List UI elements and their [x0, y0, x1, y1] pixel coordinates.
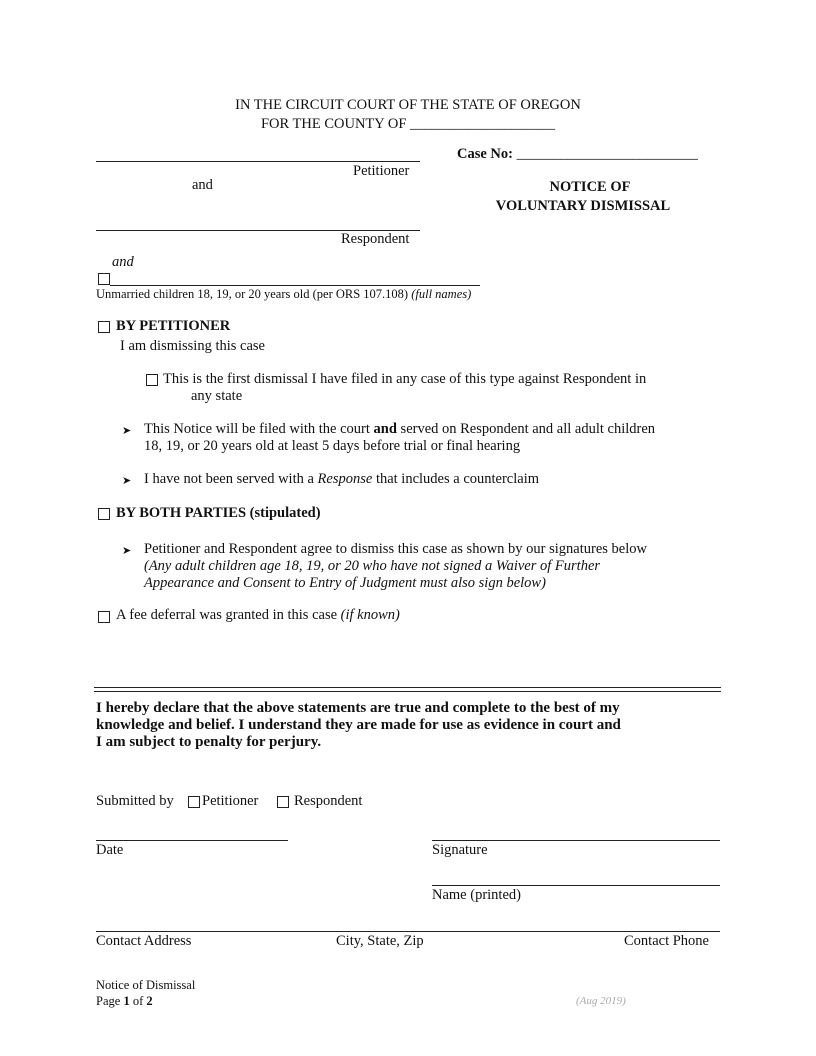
- name-printed-line[interactable]: [432, 885, 720, 886]
- submitted-by-label: Submitted by: [96, 793, 174, 809]
- signature-label: Signature: [432, 842, 488, 858]
- page-prefix: Page: [96, 994, 124, 1008]
- agree-line3: Appearance and Consent to Entry of Judgment must also sign below): [144, 575, 546, 591]
- case-number-field[interactable]: [457, 146, 698, 163]
- notice-line2: 18, 19, or 20 years old at least 5 days before trial or final hearing: [144, 438, 521, 454]
- contact-line[interactable]: [96, 931, 720, 932]
- declaration-line1: I hereby declare that the above statements are true and complete to the best of my: [96, 700, 620, 716]
- court-name: IN THE CIRCUIT COURT OF THE STATE OF OREGON: [235, 97, 581, 113]
- footer-revision: (Aug 2019): [576, 995, 626, 1007]
- response-text-italic: Response: [317, 471, 373, 487]
- petitioner-intro: I am dismissing this case: [120, 338, 265, 354]
- and-italic-label: and: [112, 254, 134, 270]
- first-dismissal-checkbox[interactable]: [146, 374, 158, 386]
- and-label: and: [192, 177, 213, 193]
- submitted-respondent-checkbox[interactable]: [277, 796, 289, 808]
- notice-text-b: served on Respondent and all adult children: [396, 421, 656, 437]
- case-number-label: Case No:: [457, 146, 513, 162]
- arrow-bullet-icon: ➤: [122, 545, 132, 557]
- page-total: 2: [146, 994, 153, 1008]
- contact-address-label: Contact Address: [96, 933, 192, 949]
- declaration-line2: knowledge and belief. I understand they are made for use as evidence in court and: [96, 717, 621, 733]
- county-line: FOR THE COUNTY OF ____________________: [260, 116, 556, 132]
- submitted-petitioner-checkbox[interactable]: [188, 796, 200, 808]
- response-text-a: I have not been served with a: [144, 471, 318, 487]
- first-dismissal-line2: any state: [191, 388, 243, 404]
- page-of: of: [129, 994, 147, 1008]
- fee-deferral-text: [116, 607, 400, 624]
- divider-bottom: [94, 691, 721, 692]
- petitioner-name-line[interactable]: [96, 161, 420, 162]
- case-number-blank[interactable]: _________________________: [516, 146, 698, 162]
- fee-deferral-checkbox[interactable]: [98, 611, 110, 623]
- response-text-b: that includes a counterclaim: [372, 471, 539, 487]
- fee-deferral-italic: (if known): [340, 607, 400, 623]
- respondent-label: Respondent: [341, 231, 410, 247]
- petitioner-label: Petitioner: [353, 163, 410, 179]
- page-current: 1: [123, 994, 130, 1008]
- by-petitioner-heading: BY PETITIONER: [116, 318, 231, 334]
- by-petitioner-checkbox[interactable]: [98, 321, 110, 333]
- children-checkbox[interactable]: [98, 273, 110, 285]
- children-label-text: Unmarried children 18, 19, or 20 years old (per ORS 107.108): [96, 287, 409, 301]
- children-name-line[interactable]: [110, 285, 480, 286]
- date-line[interactable]: [96, 840, 288, 841]
- footer-form-name: Notice of Dismissal: [96, 978, 196, 992]
- fee-deferral-label: A fee deferral was granted in this case: [116, 607, 341, 623]
- signature-line[interactable]: [432, 840, 720, 841]
- footer-page-number: [96, 994, 153, 1009]
- agree-line1: Petitioner and Respondent agree to dismiss this case as shown by our signatures below: [144, 541, 647, 557]
- title-line1: NOTICE OF: [549, 179, 631, 195]
- children-label-italic: (full names): [411, 287, 472, 301]
- title-line2: VOLUNTARY DISMISSAL: [495, 198, 671, 214]
- name-printed-label: Name (printed): [432, 887, 521, 903]
- children-label: [96, 287, 471, 302]
- notice-text-a: This Notice will be filed with the court: [144, 421, 374, 437]
- divider-top: [94, 687, 721, 688]
- arrow-bullet-icon: ➤: [122, 475, 132, 487]
- date-label: Date: [96, 842, 124, 858]
- agree-line2: (Any adult children age 18, 19, or 20 who have not signed a Waiver of Further: [144, 558, 601, 574]
- contact-phone-label: Contact Phone: [624, 933, 709, 949]
- submitted-petitioner-label: Petitioner: [202, 793, 259, 809]
- response-line: [144, 471, 539, 488]
- first-dismissal-line1: This is the first dismissal I have filed in any case of this type against Respondent in: [163, 371, 647, 387]
- by-both-heading: BY BOTH PARTIES (stipulated): [116, 505, 321, 521]
- by-both-checkbox[interactable]: [98, 508, 110, 520]
- city-state-zip-label: City, State, Zip: [336, 933, 424, 949]
- declaration-line3: I am subject to penalty for perjury.: [96, 734, 322, 750]
- arrow-bullet-icon: ➤: [122, 425, 132, 437]
- notice-line1: [144, 421, 655, 438]
- notice-text-bold: and: [373, 421, 397, 437]
- submitted-respondent-label: Respondent: [294, 793, 363, 809]
